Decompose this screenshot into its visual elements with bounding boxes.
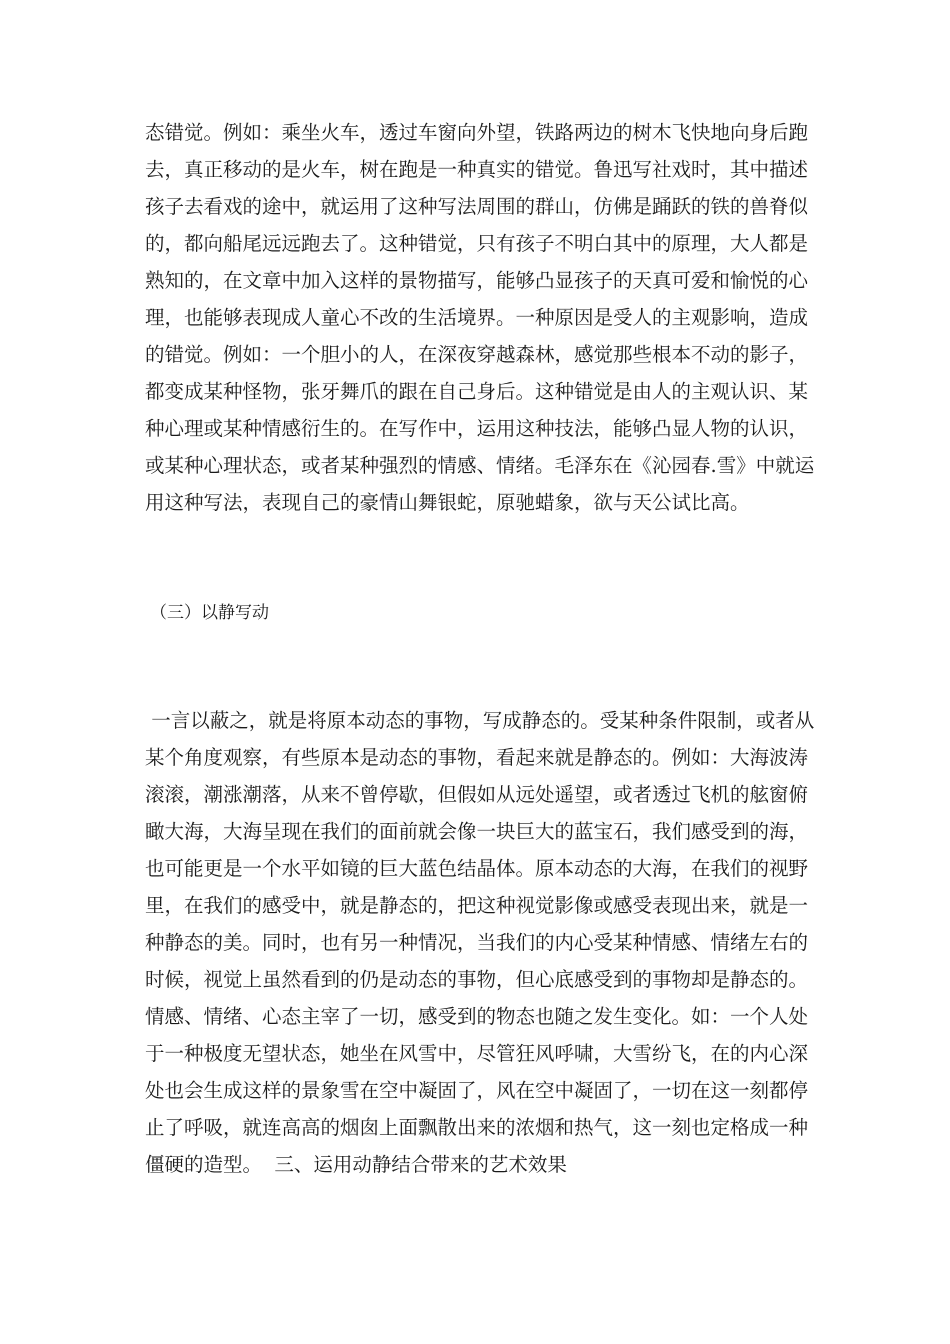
text-line: 都变成某种怪物，张牙舞爪的跟在自己身后。这种错觉是由人的主观认识、某	[145, 380, 809, 403]
text-line: 里，在我们的感受中，就是静态的，把这种视觉影像或感受表现出来，就是一	[145, 894, 809, 917]
text-line: 于一种极度无望状态，她坐在风雪中，尽管狂风呼啸，大雪纷飞，在的内心深	[145, 1042, 809, 1065]
text-line: 去，真正移动的是火车，树在跑是一种真实的错觉。鲁迅写社戏时，其中描述	[145, 158, 809, 181]
text-line: 种静态的美。同时，也有另一种情况，当我们的内心受某种情感、情绪左右的	[145, 931, 809, 954]
paragraph-1	[145, 114, 815, 521]
text-line: 时候，视觉上虽然看到的仍是动态的事物，但心底感受到的事物却是静态的。	[145, 968, 809, 991]
text-line: 的错觉。例如：一个胆小的人，在深夜穿越森林，感觉那些根本不动的影子，	[145, 343, 809, 366]
text-line: 态错觉。例如：乘坐火车，透过车窗向外望，铁路两边的树木飞快地向身后跑	[145, 121, 809, 144]
text-line: 止了呼吸，就连高高的烟囱上面飘散出来的浓烟和热气，这一刻也定格成一种	[145, 1116, 809, 1139]
text-line: 某个角度观察，有些原本是动态的事物，看起来就是静态的。例如：大海波涛	[145, 746, 809, 769]
text-line: 熟知的，在文章中加入这样的景物描写，能够凸显孩子的天真可爱和愉悦的心	[145, 269, 809, 292]
text-line: 情感、情绪、心态主宰了一切，感受到的物态也随之发生变化。如：一个人处	[145, 1005, 809, 1028]
text-line: 僵硬的造型。 三、运用动静结合带来的艺术效果	[145, 1153, 567, 1176]
text-line: 一言以蔽之，就是将原本动态的事物，写成静态的。受某种条件限制，或者从	[145, 709, 815, 732]
section-heading: （三）以静写动	[150, 603, 269, 623]
text-line: 用这种写法，表现自己的豪情山舞银蛇，原驰蜡象，欲与天公试比高。	[145, 491, 750, 514]
text-line: 种心理或某种情感衍生的。在写作中，运用这种技法，能够凸显人物的认识，	[145, 417, 809, 440]
text-line: 理，也能够表现成人童心不改的生活境界。一种原因是受人的主观影响，造成	[145, 306, 809, 329]
paragraph-2	[145, 702, 815, 1183]
text-line: 的，都向船尾远远跑去了。这种错觉，只有孩子不明白其中的原理，大人都是	[145, 232, 809, 255]
text-line: 处也会生成这样的景象雪在空中凝固了，风在空中凝固了，一切在这一刻都停	[145, 1079, 809, 1102]
text-line: 或某种心理状态，或者某种强烈的情感、情绪。毛泽东在《沁园春.雪》中就运	[145, 454, 815, 477]
text-line: 滚滚，潮涨潮落，从来不曾停歇，但假如从远处遥望，或者透过飞机的舷窗俯	[145, 783, 809, 806]
text-line: 瞰大海，大海呈现在我们的面前就会像一块巨大的蓝宝石，我们感受到的海，	[145, 820, 809, 843]
text-line: 孩子去看戏的途中，就运用了这种写法周围的群山，仿佛是踊跃的铁的兽脊似	[145, 195, 809, 218]
text-line: 也可能更是一个水平如镜的巨大蓝色结晶体。原本动态的大海，在我们的视野	[145, 857, 809, 880]
